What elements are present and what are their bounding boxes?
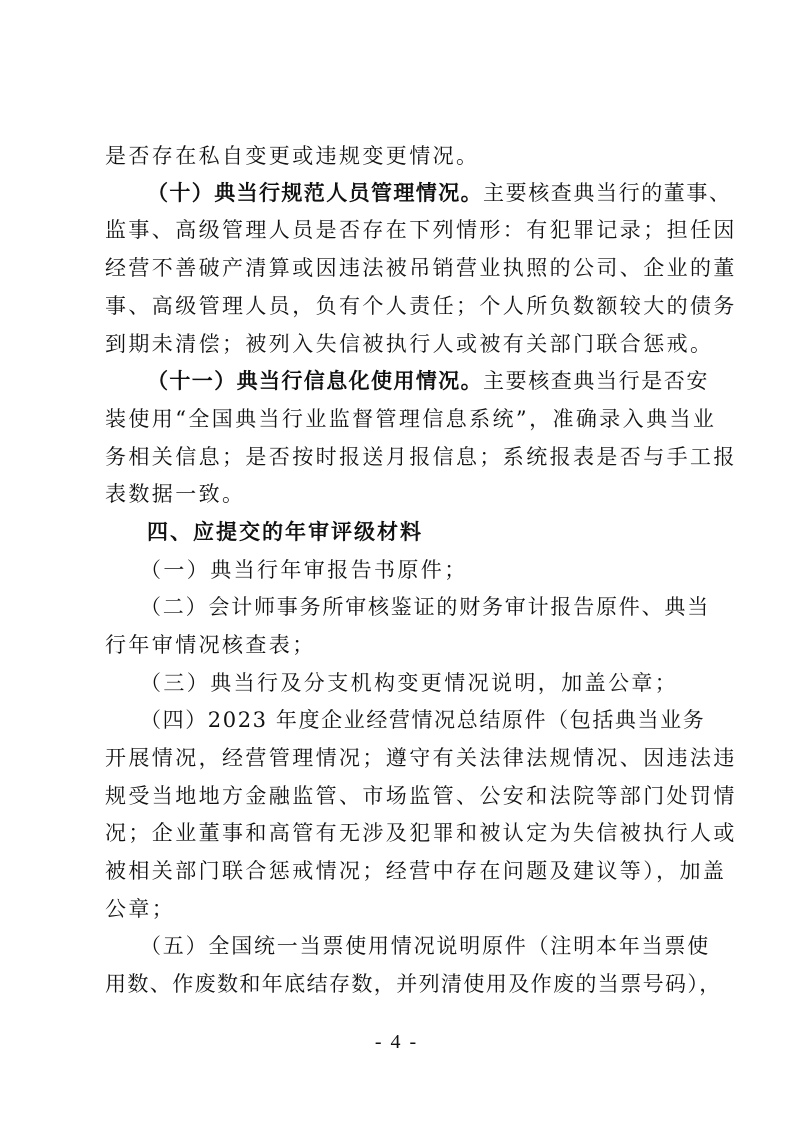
list-item: （四）2023 年度企业经营情况总结原件（包括典当业务 [140, 708, 706, 732]
paragraph-line: 被相关部门联合惩戒情况；经营中存在问题及建议等），加盖 [105, 859, 727, 883]
paragraph-line: 经营不善破产清算或因违法被吊销营业执照的公司、企业的董 [105, 256, 737, 280]
paragraph-line: 况；企业董事和高管有无涉及犯罪和被认定为失信被执行人或 [105, 821, 737, 845]
section-text-item-11: 主要核查典当行是否安 [483, 369, 709, 393]
section-text-item-10: 主要核查典当行的董事、 [483, 181, 732, 205]
list-item: （一）典当行年审报告书原件； [140, 558, 468, 582]
section-heading-item-10: （十）典当行规范人员管理情况。 [147, 181, 483, 205]
paragraph-line: 用数、作废数和年底结存数，并列清使用及作废的当票号码）， [105, 972, 722, 996]
paragraph-line: 开展情况，经营管理情况；遵守有关法律法规情况、因违法违 [105, 746, 737, 770]
paragraph-line: 装使用“全国典当行业监督管理信息系统”，准确录入典当业 [105, 407, 717, 431]
section-item-11 [147, 363, 707, 399]
paragraph-line: 务相关信息；是否按时报送月报信息；系统报表是否与手工报 [105, 445, 737, 469]
list-item: （三）典当行及分支机构变更情况说明，加盖公章； [140, 671, 679, 695]
section-heading-item-11: （十一）典当行信息化使用情况。 [147, 369, 483, 393]
paragraph-line: 表数据一致。 [105, 482, 246, 506]
paragraph-line: 公章； [105, 897, 176, 921]
paragraph-line: 到期未清偿；被列入失信被执行人或被有关部门联合惩戒。 [105, 332, 714, 356]
list-item: （五）全国统一当票使用情况说明原件（注明本年当票使 [140, 934, 710, 958]
paragraph-line: 行年审情况核查表； [105, 633, 316, 657]
paragraph-line: 监事、高级管理人员是否存在下列情形：有犯罪记录；担任因 [105, 218, 737, 242]
section-heading-materials: 四、应提交的年审评级材料 [147, 520, 423, 544]
paragraph-line: 事、高级管理人员，负有个人责任；个人所负数额较大的债务 [105, 294, 737, 318]
paragraph-line: 是否存在私自变更或违规变更情况。 [105, 144, 480, 168]
page-number: - 4 - [374, 1031, 419, 1053]
section-item-10 [147, 175, 732, 211]
list-item: （二）会计师事务所审核鉴证的财务审计报告原件、典当 [140, 595, 710, 619]
paragraph-line: 规受当地地方金融监管、市场监管、公安和法院等部门处罚情 [105, 784, 737, 808]
